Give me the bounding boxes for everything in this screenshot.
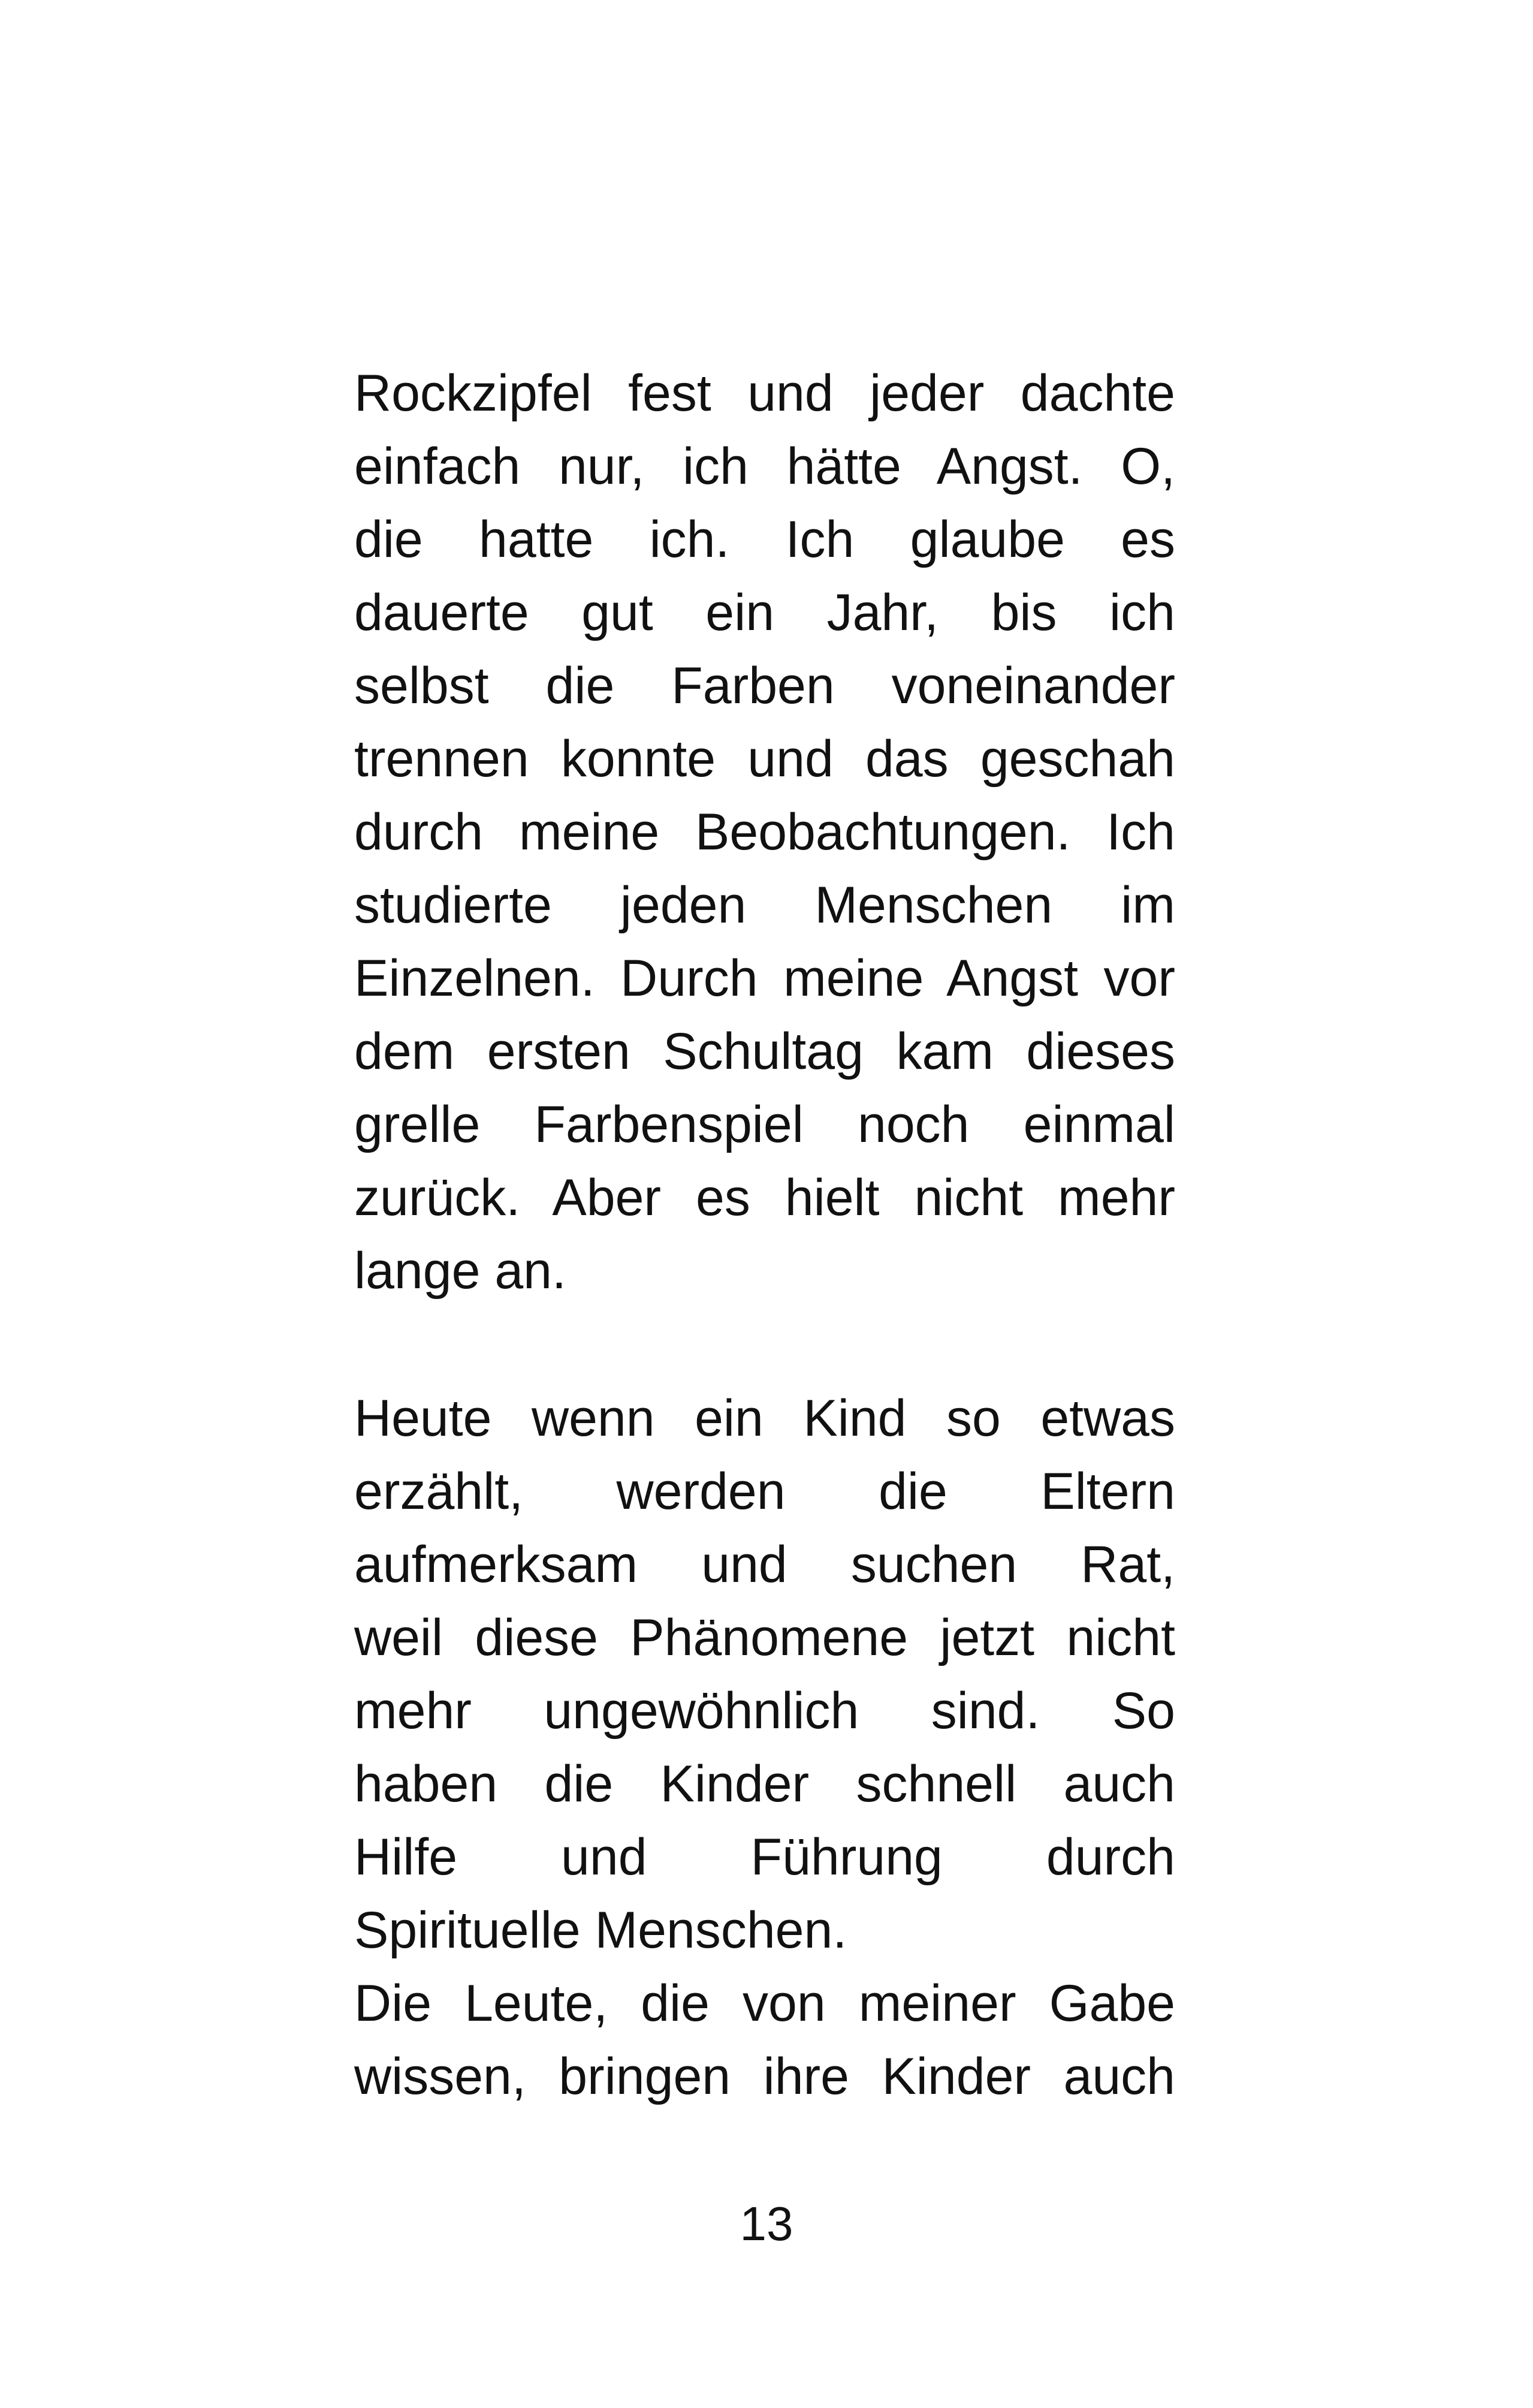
text-line: Spirituelle Menschen. [354,1901,847,1959]
text-line: Die Leute, die von meiner Gabe [354,1975,1175,2032]
text-line: die hatte ich. Ich glaube es [354,511,1175,568]
text-line: mehr ungewöhnlich sind. So [354,1682,1175,1740]
text-line: lange an. [354,1242,566,1300]
text-line: studierte jeden Menschen im [354,876,1175,934]
text-line: Rockzipfel fest und jeder dachte [354,364,1175,422]
paragraph [354,357,1175,1307]
text-line: trennen konnte und das geschah [354,730,1175,788]
text-line: selbst die Farben voneinander [354,657,1175,715]
text-line: dauerte gut ein Jahr, bis ich [354,584,1175,641]
text-line: durch meine Beobachtungen. Ich [354,803,1175,861]
text-line: erzählt, werden die Eltern [354,1463,1175,1520]
text-line: einfach nur, ich hätte Angst. O, [354,438,1175,495]
paragraph [354,1382,1175,2113]
text-line: zurück. Aber es hielt nicht mehr [354,1169,1175,1226]
text-line: Hilfe und Führung durch [354,1828,1175,1886]
text-line: wissen, bringen ihre Kinder auch [354,2048,1175,2105]
text-line: haben die Kinder schnell auch [354,1755,1175,1813]
text-line: aufmerksam und suchen Rat, [354,1536,1175,1593]
page-number: 13 [740,2197,793,2250]
text-line: grelle Farbenspiel noch einmal [354,1096,1175,1153]
text-line: weil diese Phänomene jetzt nicht [354,1609,1175,1666]
text-line: Einzelnen. Durch meine Angst vor [354,950,1175,1007]
text-line: dem ersten Schultag kam dieses [354,1023,1175,1080]
text-line: Heute wenn ein Kind so etwas [354,1390,1175,1447]
